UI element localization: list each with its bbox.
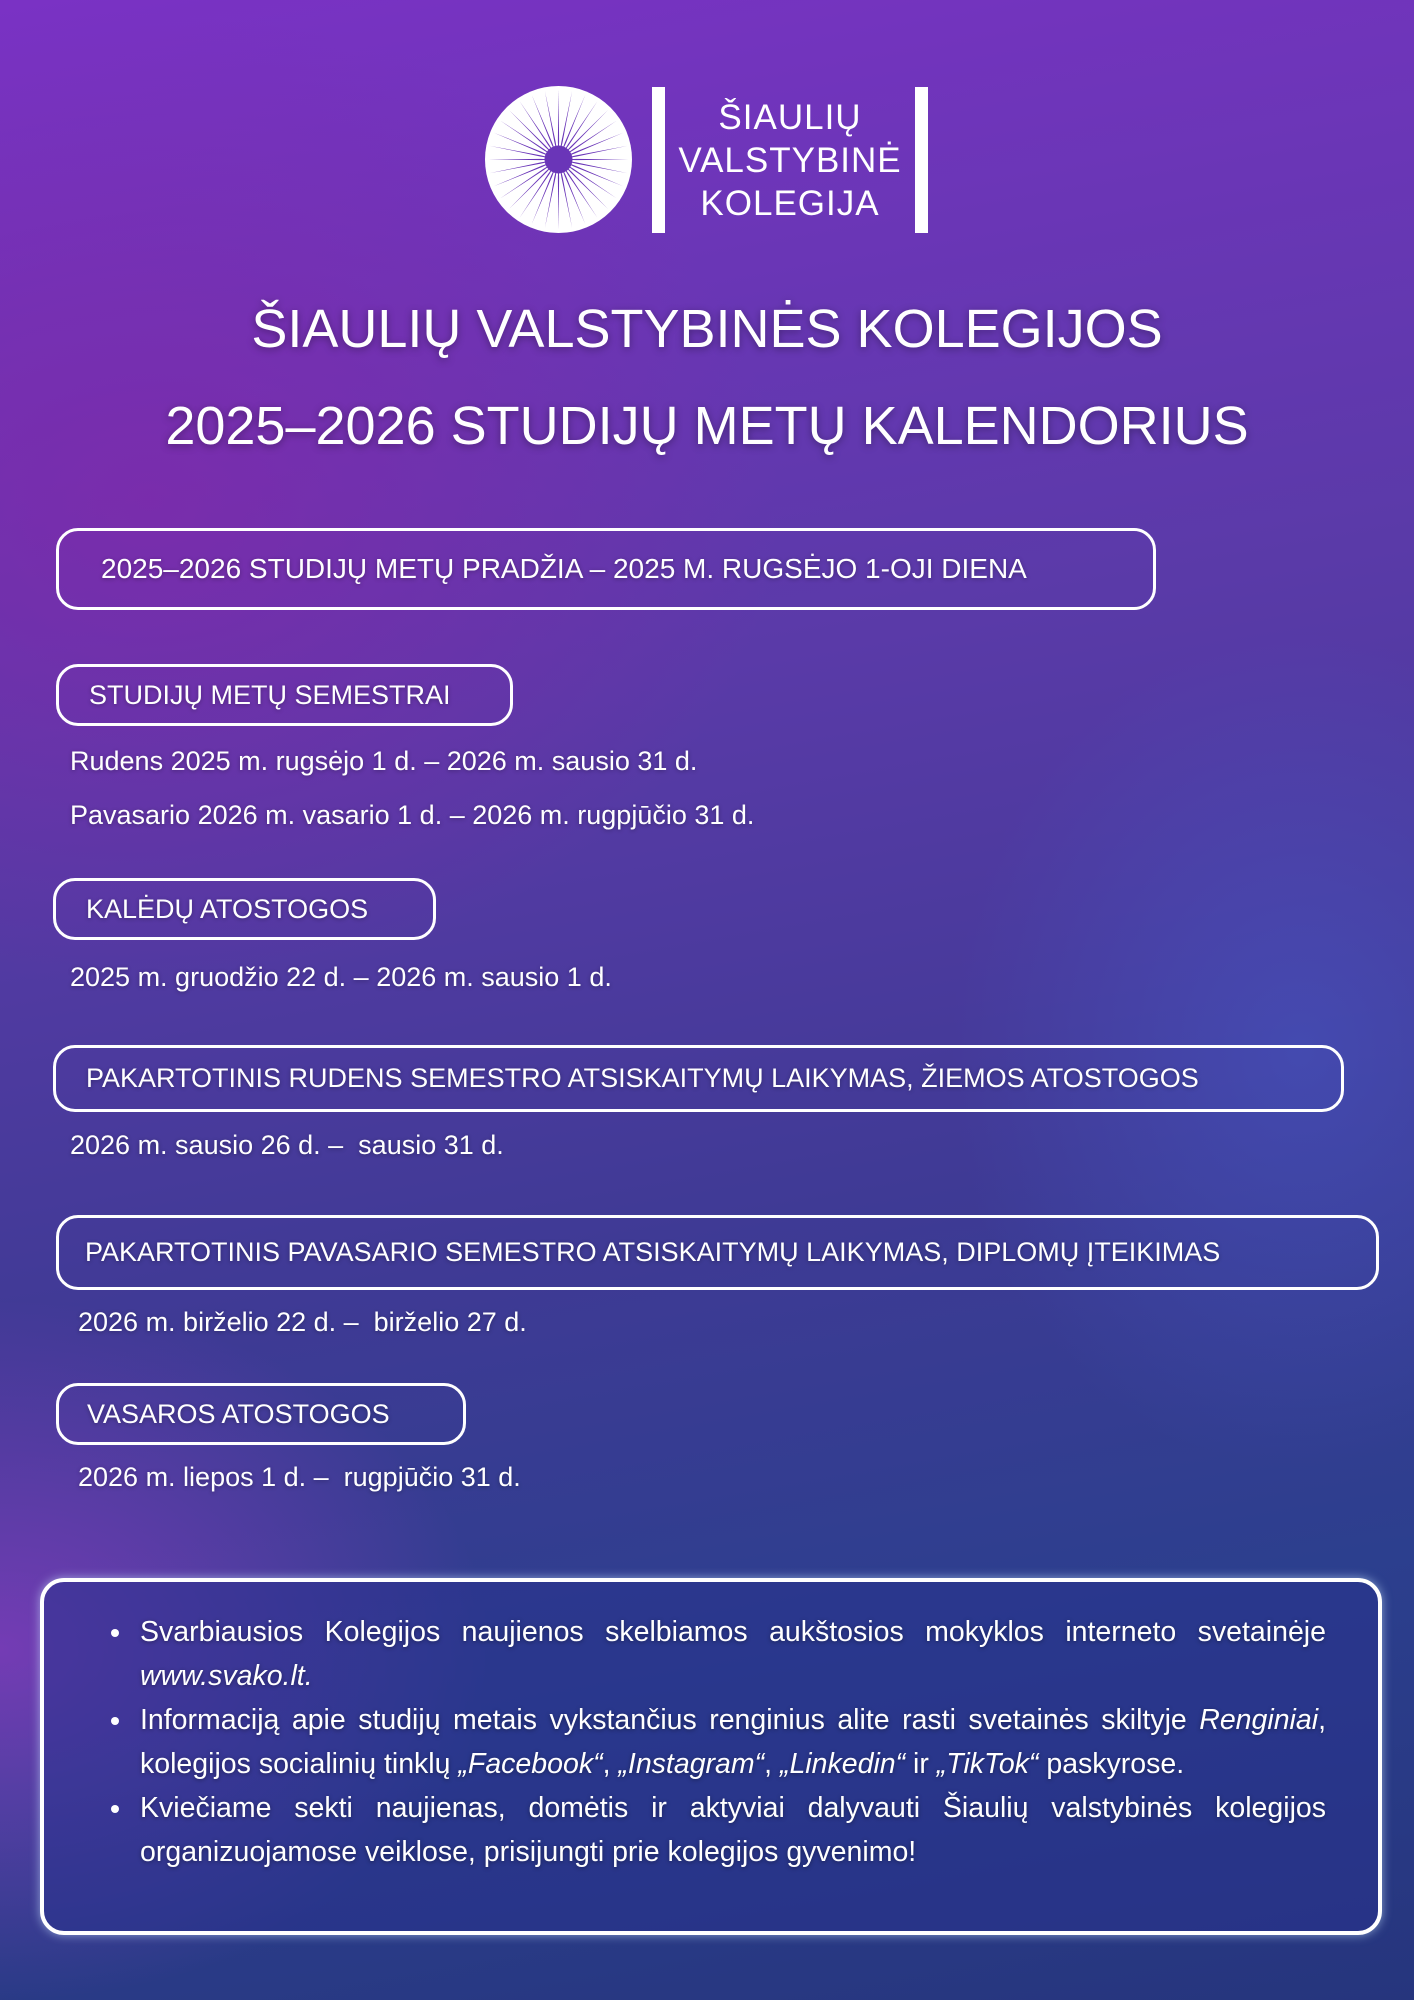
sun-center [545, 146, 573, 174]
date-line: 2026 m. birželio 22 d. – birželio 27 d. [78, 1307, 527, 1337]
page-title-line1: ŠIAULIŲ VALSTYBINĖS KOLEGIJOS [251, 299, 1163, 359]
info-box [40, 1578, 1382, 1935]
date-line: 2026 m. liepos 1 d. – rugpjūčio 31 d. [78, 1462, 521, 1492]
section-heading-summer: VASAROS ATOSTOGOS [56, 1383, 466, 1445]
events-section-name: Renginiai [1199, 1704, 1319, 1736]
info-text: Svarbiausios Kolegijos naujienos skelbiamos aukštosios mokyklos interneto svetainėje [140, 1616, 1326, 1648]
logo-sunburst-icon [485, 86, 632, 233]
website-link[interactable]: www.svako.lt. [140, 1660, 313, 1692]
linkedin-name: „Linkedin“ [779, 1748, 906, 1780]
info-text: , [602, 1748, 619, 1780]
section-heading-spring-retakes: PAKARTOTINIS PAVASARIO SEMESTRO ATSISKAITYMŲ LAIKYMAS, DIPLOMŲ ĮTEIKIMAS [56, 1215, 1379, 1290]
logo-text [672, 96, 908, 225]
section-heading-autumn-retakes: PAKARTOTINIS RUDENS SEMESTRO ATSISKAITYMŲ LAIKYMAS, ŽIEMOS ATOSTOGOS [53, 1045, 1344, 1112]
page-title-line2: 2025–2026 STUDIJŲ METŲ KALENDORIUS [165, 396, 1249, 456]
info-item [134, 1698, 1326, 1786]
logo-divider-right [915, 87, 928, 233]
info-text: Informaciją apie studijų metais vykstančius renginius alite rasti svetainės skiltyje [140, 1704, 1200, 1736]
logo-line: VALSTYBINĖ [678, 141, 902, 180]
instagram-name: „Instagram“ [618, 1748, 765, 1780]
tiktok-name: „TikTok“ [936, 1748, 1039, 1780]
info-text: paskyrose. [1038, 1748, 1185, 1780]
semester-line: Rudens 2025 m. rugsėjo 1 d. – 2026 m. sausio 31 d. [70, 746, 698, 776]
logo-divider-left [652, 87, 665, 233]
logo-line: KOLEGIJA [700, 184, 880, 223]
info-text: ir [905, 1748, 937, 1780]
section-heading-christmas: KALĖDŲ ATOSTOGOS [53, 878, 436, 940]
section-heading-semesters: STUDIJŲ METŲ SEMESTRAI [56, 664, 513, 726]
facebook-name: „Facebook“ [458, 1748, 603, 1780]
info-text: , kolegijos socialinių tinklų [140, 1704, 1326, 1780]
info-item [134, 1610, 1326, 1698]
date-line: 2026 m. sausio 26 d. – sausio 31 d. [70, 1130, 504, 1160]
logo-line: ŠIAULIŲ [718, 98, 862, 137]
info-text: , [764, 1748, 780, 1780]
info-item: • Kviečiame sekti naujienas, domėtis ir aktyviai dalyvauti Šiaulių valstybinės kolegijos organizuojamose veiklose, prisijungti prie kolegijos gyvenimo! [134, 1786, 1326, 1874]
semester-line: Pavasario 2026 m. vasario 1 d. – 2026 m. rugpjūčio 31 d. [70, 800, 755, 830]
study-year-start-banner: 2025–2026 STUDIJŲ METŲ PRADŽIA – 2025 M. RUGSĖJO 1-OJI DIENA [56, 528, 1156, 610]
date-line: 2025 m. gruodžio 22 d. – 2026 m. sausio 1 d. [70, 962, 612, 992]
